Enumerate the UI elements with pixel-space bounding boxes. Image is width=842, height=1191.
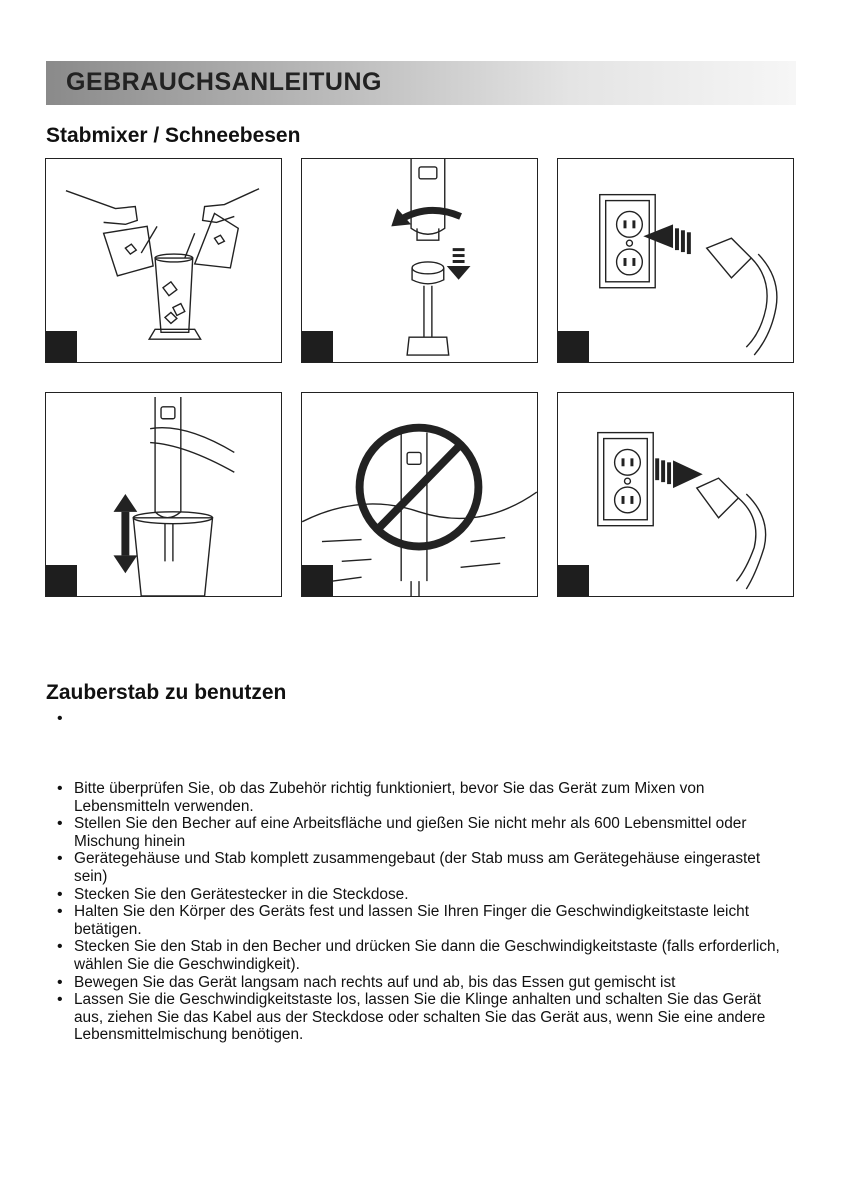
panel-marker <box>46 565 77 596</box>
list-item: • Stellen Sie den Becher auf eine Arbeitsfläche und gießen Sie nicht mehr als 600 Lebensmittel oder Mischung hinein <box>52 815 792 850</box>
assemble-blender-icon <box>302 159 537 362</box>
panel-do-not-submerge <box>301 392 538 597</box>
section-title-stabmixer: Stabmixer / Schneebesen <box>46 124 301 147</box>
panel-marker <box>558 331 589 362</box>
panel-blend-up-down <box>45 392 282 597</box>
unplug-socket-icon <box>558 393 793 596</box>
panel-unplug <box>557 392 794 597</box>
header-bar <box>46 61 796 105</box>
plug-in-socket-icon <box>558 159 793 362</box>
list-item: • Stecken Sie den Gerätestecker in die Steckdose. <box>52 886 792 904</box>
blend-motion-icon <box>46 393 281 596</box>
section-title-zauberstab: Zauberstab zu benutzen <box>46 681 287 704</box>
page-title: GEBRAUCHSANLEITUNG <box>66 68 382 96</box>
prohibited-icon <box>302 393 537 596</box>
list-item: • Bitte überprüfen Sie, ob das Zubehör richtig funktioniert, bevor Sie das Gerät zum Mixen von Lebensmitteln verwenden. <box>52 780 792 815</box>
panel-assemble-shaft <box>301 158 538 363</box>
list-item: • Bewegen Sie das Gerät langsam nach rechts auf und ab, bis das Essen gut gemischt ist <box>52 974 792 992</box>
pouring-cups-icon <box>46 159 281 362</box>
panel-marker <box>46 331 77 362</box>
panel-marker <box>302 331 333 362</box>
panel-pour-ingredients <box>45 158 282 363</box>
panel-plug-in <box>557 158 794 363</box>
list-item: • Gerätegehäuse und Stab komplett zusammengebaut (der Stab muss am Gerätegehäuse eingerastet sein) <box>52 850 792 885</box>
panel-marker <box>558 565 589 596</box>
list-item <box>52 710 792 780</box>
panel-marker <box>302 565 333 596</box>
instruction-list <box>52 710 792 1044</box>
list-item: • Stecken Sie den Stab in den Becher und drücken Sie dann die Geschwindigkeitstaste (falls erforderlich, wählen Sie die Geschwindigkeit). <box>52 938 792 973</box>
list-item: • Lassen Sie die Geschwindigkeitstaste los, lassen Sie die Klinge anhalten und schalten Sie das Gerät aus, ziehen Sie das Kabel aus der Steckdose oder schalten Sie das Gerät aus, wenn Sie eine andere Lebensmittelmischung benötigen. <box>52 991 792 1044</box>
list-item: • Halten Sie den Körper des Geräts fest und lassen Sie Ihren Finger die Geschwindigkeitstaste leicht betätigen. <box>52 903 792 938</box>
